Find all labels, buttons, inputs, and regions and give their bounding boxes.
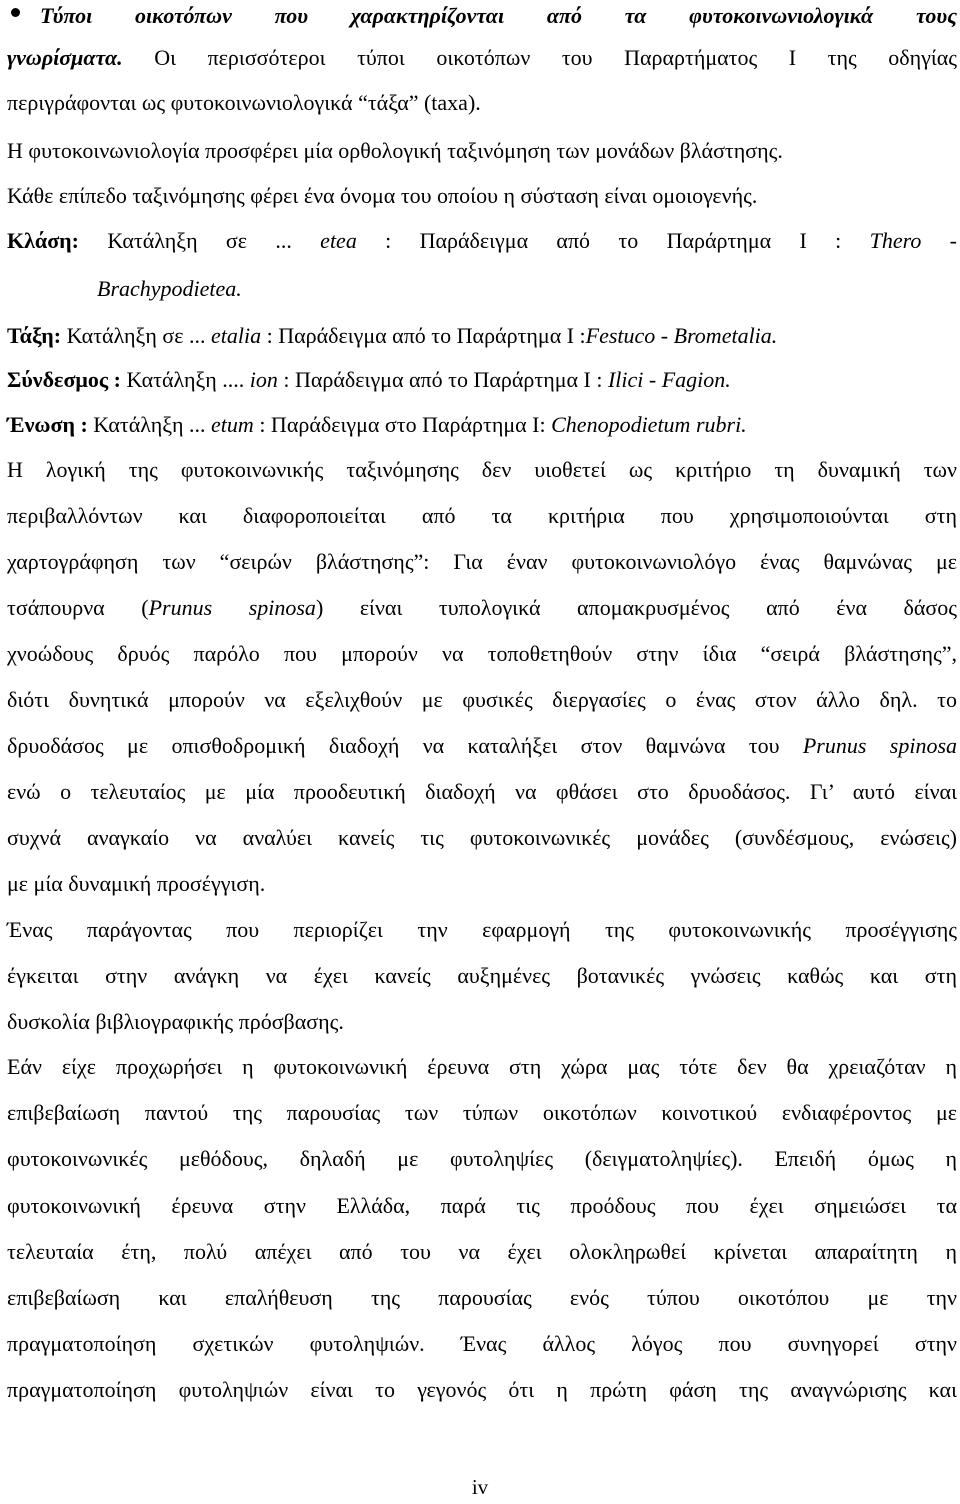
rank-association-line: Ένωση : Κατάληξη ... etum : Παράδειγμα στο Παράρτημα Ι: Chenopodietum rubri.: [7, 412, 747, 437]
para3-line-8: πραγματοποίηση φυτοληψιών είναι το γεγονός ότι η πρώτη φάση της αναγνώρισης και: [7, 1377, 957, 1402]
heading-line-2: γνωρίσματα. Οι περισσότεροι τύποι οικοτόπων του Παραρτήματος Ι της οδηγίας: [7, 45, 957, 70]
rank-order-line: Τάξη: Κατάληξη σε ... etalia : Παράδειγμα από το Παράρτημα Ι :Festuco - Brometalia.: [7, 323, 778, 348]
rank-class-label: Κλάση:: [7, 228, 79, 253]
para3-line-4: φυτοκοινωνική έρευνα στην Ελλάδα, παρά τις προόδους που έχει σημειώσει τα: [7, 1193, 957, 1218]
para1-line-4: τσάπουρνα (Prunus spinosa) είναι τυπολογικά απομακρυσμένος από ένα δάσος: [7, 595, 958, 620]
species-name: Prunus spinosa: [802, 733, 957, 758]
para2-line-2: έγκειται στην ανάγκη να έχει κανείς αυξημένες βοτανικές γνώσεις καθώς και στη: [7, 963, 957, 988]
rank-order-label: Τάξη:: [7, 323, 62, 348]
page-number: iv: [471, 1475, 489, 1499]
para2-line-3: δυσκολία βιβλιογραφικής πρόσβασης.: [7, 1009, 344, 1034]
intro-line-2: Κάθε επίπεδο ταξινόμησης φέρει ένα όνομα του οποίου η σύσταση είναι ομοιογενής.: [7, 183, 758, 208]
rank-alliance-line: Σύνδεσμος : Κατάληξη .... ion : Παράδειγμα από το Παράρτημα Ι : Ilici - Fagion.: [7, 367, 731, 392]
para3-line-5: τελευταία έτη, πολύ απέχει από του να έχει ολοκληρωθεί κρίνεται απαραίτητη η: [7, 1239, 957, 1264]
heading-title-end: γνωρίσματα.: [7, 45, 123, 70]
para1-line-3: χαρτογράφηση των “σειρών βλάστησης”: Για έναν φυτοκοινωνιολόγο ένας θαμνώνας με: [7, 549, 957, 574]
para2-line-1: Ένας παράγοντας που περιορίζει την εφαρμογή της φυτοκοινωνικής προσέγγισης: [7, 917, 957, 942]
rank-association-label: Ένωση :: [7, 412, 88, 437]
para1-line-8: ενώ ο τελευταίος με μία προοδευτική διαδοχή να φθάσει στο δρυοδάσος. Γι’ αυτό είναι: [7, 779, 957, 804]
para1-line-2: περιβαλλόντων και διαφοροποιείται από τα κριτήρια που χρησιμοποιούνται στη: [7, 503, 957, 528]
intro-line-1: Η φυτοκοινωνιολογία προσφέρει μία ορθολογική ταξινόμηση των μονάδων βλάστησης.: [7, 138, 783, 163]
bullet-dot-icon: [11, 8, 20, 17]
para3-line-2: επιβεβαίωση παντού της παρουσίας των τύπων οικοτόπων κοινοτικού ενδιαφέροντος με: [7, 1100, 957, 1125]
para3-line-1: Εάν είχε προχωρήσει η φυτοκοινωνική έρευνα στη χώρα μας τότε δεν θα χρειαζόταν η: [7, 1054, 957, 1079]
para1-line-5: χνοώδους δρυός παρόλο που μπορούν να τοποθετηθούν στην ίδια “σειρά βλάστησης”,: [7, 641, 957, 666]
para1-line-9: συχνά αναγκαίο να αναλύει κανείς τις φυτοκοινωνικές μονάδες (συνδέσμους, ενώσεις): [7, 825, 957, 850]
heading-title: Τύποι οικοτόπων που χαρακτηρίζονται από τα φυτοκοινωνιολογικά τους: [40, 3, 957, 28]
rank-alliance-label: Σύνδεσμος :: [7, 367, 121, 392]
heading-line-1: [40, 2, 957, 30]
para3-line-7: πραγματοποίηση σχετικών φυτοληψιών. Ένας άλλος λόγος που συνηγορεί στην: [7, 1331, 957, 1356]
species-name: Prunus spinosa: [148, 595, 316, 620]
para1-line-10: με μία δυναμική προσέγγιση.: [7, 871, 266, 896]
rank-class-name-cont: Brachypodietea.: [97, 276, 242, 301]
para1-line-1: Η λογική της φυτοκοινωνικής ταξινόμησης δεν υιοθετεί ως κριτήριο τη δυναμική των: [7, 457, 957, 482]
para1-line-6: διότι δυνητικά μπορούν να εξελιχθούν με φυσικές διεργασίες ο ένας στον άλλο δηλ. το: [7, 687, 957, 712]
para1-line-7: δρυοδάσος με οπισθοδρομική διαδοχή να καταλήξει στον θαμνώνα του Prunus spinosa: [7, 733, 957, 758]
rank-class-line: Κλάση: Κατάληξη σε ... etea : Παράδειγμα από το Παράρτημα Ι : Thero -: [7, 228, 957, 253]
para3-line-3: φυτοκοινωνικές μεθόδους, δηλαδή με φυτοληψίες (δειγματοληψίες). Επειδή όμως η: [7, 1146, 957, 1171]
para3-line-6: επιβεβαίωση και επαλήθευση της παρουσίας ενός τύπου οικοτόπου με την: [7, 1285, 957, 1310]
heading-line-3: περιγράφονται ως φυτοκοινωνιολογικά “τάξα” (taxa).: [7, 90, 481, 115]
